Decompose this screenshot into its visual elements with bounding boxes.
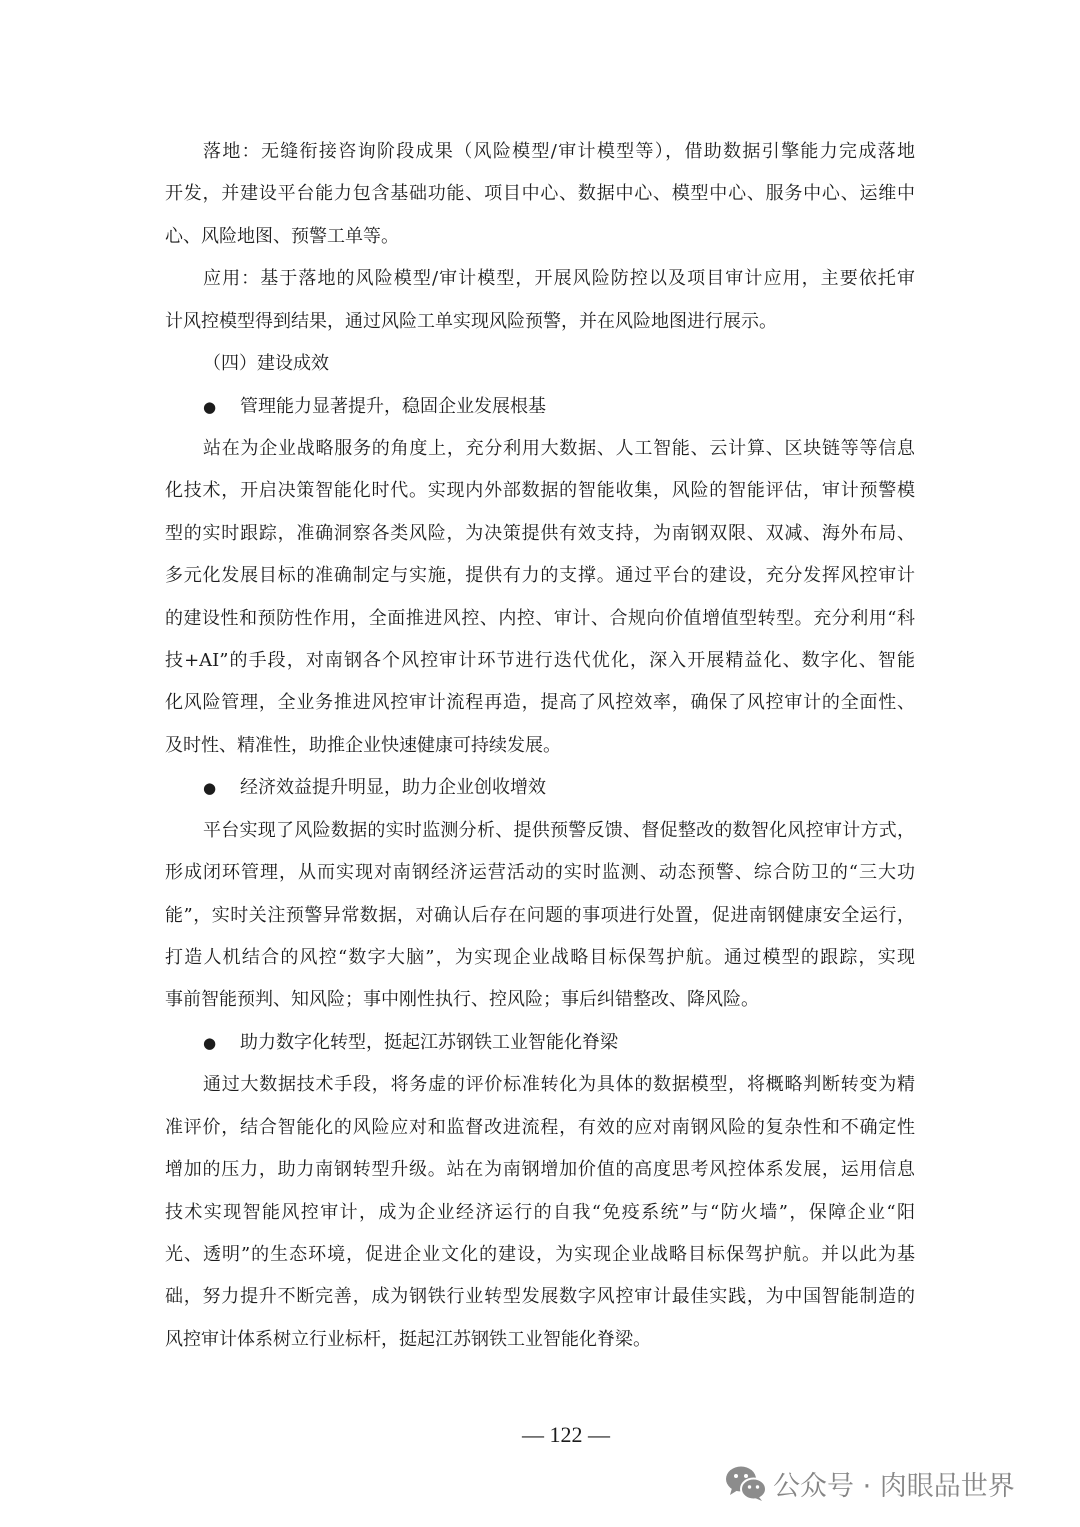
paragraph-line: 技+AI”的手段，对南钢各个风控审计环节进行迭代优化，深入开展精益化、数字化、智能 (165, 650, 915, 672)
paragraph-line: 的建设性和预防性作用，全面推进风控、内控、审计、合规向价值增值型转型。充分利用“科 (165, 607, 915, 629)
paragraph-line: 计风控模型得到结果，通过风险工单实现风险预警，并在风险地图进行展示。 (165, 310, 777, 332)
bullet-heading (165, 1022, 915, 1064)
bullet-heading (165, 386, 915, 428)
paragraph-line: 化风险管理，全业务推进风控审计流程再造，提高了风控效率，确保了风控审计的全面性、 (165, 692, 915, 714)
paragraph-line: 技术实现智能风控审计，成为企业经济运行的自我“免疫系统”与“防火墙”，保障企业“阳 (165, 1201, 915, 1223)
paragraph-line: 准评价，结合智能化的风险应对和监督改进流程，有效的应对南钢风险的复杂性和不确定性 (165, 1116, 915, 1138)
bullet-marker: ● (203, 1033, 217, 1052)
paragraph-line: 事前智能预判、知风险；事中刚性执行、控风险；事后纠错整改、降风险。 (165, 989, 759, 1011)
paragraph-line: 通过大数据技术手段，将务虚的评价标准转化为具体的数据模型，将概略判断转变为精 (203, 1074, 915, 1096)
paragraph-line: 平台实现了风险数据的实时监测分析、提供预警反馈、督促整改的数智化风控审计方式， (203, 819, 915, 841)
document-body (165, 131, 915, 1361)
bullet-heading (165, 767, 915, 809)
bullet-marker: ● (203, 779, 217, 798)
paragraph-line: 开发，并建设平台能力包含基础功能、项目中心、数据中心、模型中心、服务中心、运维中 (165, 183, 915, 205)
bullet-text: 管理能力显著提升，稳固企业发展根基 (240, 395, 546, 417)
paragraph (165, 810, 915, 1022)
page-number: — 122 — (522, 1422, 610, 1447)
paragraph-line: 站在为企业战略服务的角度上，充分利用大数据、人工智能、云计算、区块链等等信息 (203, 437, 915, 459)
paragraph-line: 心、风险地图、预警工单等。 (165, 225, 399, 247)
paragraph-line: 打造人机结合的风控“数字大脑”，为实现企业战略目标保驾护航。通过模型的跟踪，实现 (165, 947, 915, 969)
bullet-text: 经济效益提升明显，助力企业创收增效 (240, 777, 546, 799)
paragraph-line: 形成闭环管理，从而实现对南钢经济运营活动的实时监测、动态预警、综合防卫的“三大功 (165, 862, 915, 884)
paragraph-line: 应用：基于落地的风险模型/审计模型，开展风险防控以及项目审计应用，主要依托审 (203, 268, 915, 290)
paragraph-line: 础，努力提升不断完善，成为钢铁行业转型发展数字风控审计最佳实践，为中国智能制造的 (165, 1286, 915, 1308)
bullet-marker: ● (203, 397, 217, 416)
section-heading: （四）建设成效 (203, 353, 329, 375)
paragraph (165, 131, 915, 258)
paragraph (165, 428, 915, 767)
watermark-text: 公众号 · 肉眼品世界 (773, 1470, 1015, 1502)
paragraph-line: 光、透明”的生态环境，促进企业文化的建设，为实现企业战略目标保驾护航。并以此为基 (165, 1243, 915, 1265)
watermark (725, 1462, 1015, 1504)
paragraph-line: 落地：无缝衔接咨询阶段成果（风险模型/审计模型等），借助数据引擎能力完成落地 (203, 141, 915, 162)
wechat-icon (725, 1464, 767, 1502)
paragraph-line: 多元化发展目标的准确制定与实施，提供有力的支撑。通过平台的建设，充分发挥风控审计 (165, 565, 915, 587)
paragraph-line: 增加的压力，助力南钢转型升级。站在为南钢增加价值的高度思考风控体系发展，运用信息 (165, 1159, 915, 1181)
paragraph-line: 及时性、精准性，助推企业快速健康可持续发展。 (165, 734, 561, 756)
paragraph-line: 风控审计体系树立行业标杆，挺起江苏钢铁工业智能化脊梁。 (165, 1328, 651, 1350)
paragraph (165, 258, 915, 343)
paragraph-line: 化技术，开启决策智能化时代。实现内外部数据的智能收集，风险的智能评估，审计预警模 (165, 480, 915, 502)
paragraph-line: 能”，实时关注预警异常数据，对确认后存在问题的事项进行处置，促进南钢健康安全运行， (165, 904, 915, 926)
bullet-text: 助力数字化转型，挺起江苏钢铁工业智能化脊梁 (240, 1031, 618, 1053)
paragraph (165, 1064, 915, 1361)
paragraph-line: 型的实时跟踪，准确洞察各类风险，为决策提供有效支持，为南钢双限、双减、海外布局、 (165, 522, 915, 544)
